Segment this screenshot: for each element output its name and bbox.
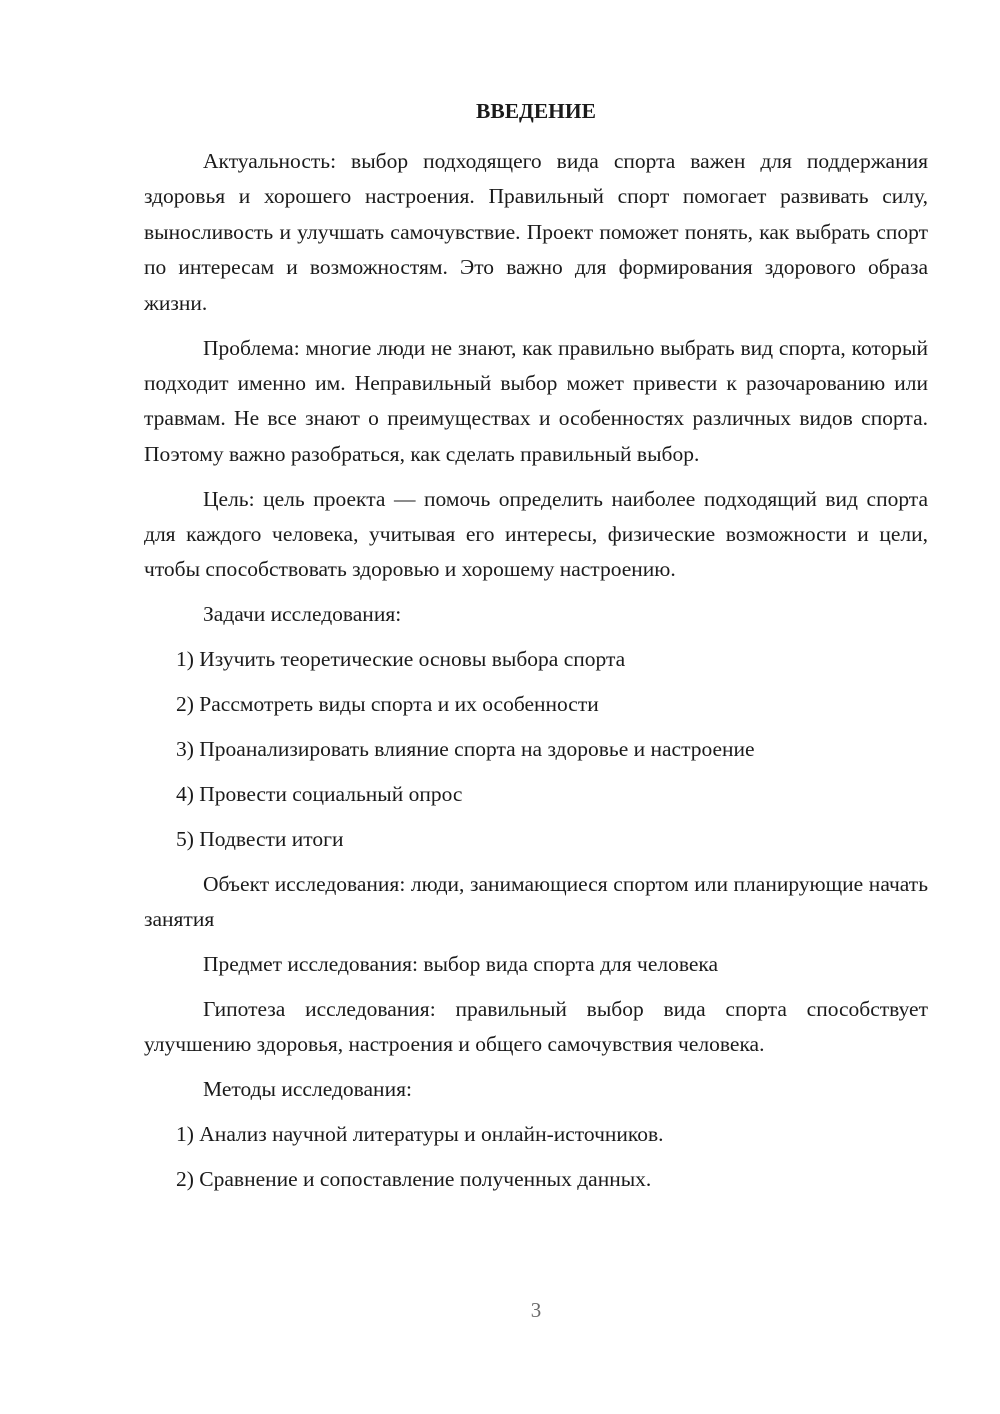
document-page (144, 98, 928, 1207)
methods-heading: Методы исследования: (203, 1077, 412, 1102)
method-item: 1) Анализ научной литературы и онлайн-источников. (176, 1122, 664, 1147)
method-item: 2) Сравнение и сопоставление полученных данных. (176, 1167, 652, 1192)
task-item: 2) Рассмотреть виды спорта и их особенности (176, 692, 599, 717)
task-item: 1) Изучить теоретические основы выбора спорта (176, 647, 626, 672)
subject-paragraph: Предмет исследования: выбор вида спорта для человека (203, 952, 719, 977)
object-paragraph: Объект исследования: люди, занимающиеся спортом или планирующие начать занятия (144, 871, 928, 932)
task-item: 4) Провести социальный опрос (176, 782, 463, 806)
problem-paragraph: Проблема: многие люди не знают, как правильно выбрать вид спорта, который подходит именно им. Неправильный выбор может привести к разочарованию или травмам. Не все знают о преимуществах и особенностях различных видов спорта. Поэтому важно разобраться, как сделать правильный выбор. (144, 335, 928, 466)
hypothesis-paragraph: Гипотеза исследования: правильный выбор вида спорта способствует улучшению здоровья, настроения и общего самочувствия человека. (144, 997, 928, 1057)
tasks-heading: Задачи исследования: (203, 602, 402, 627)
task-item: 5) Подвести итоги (176, 826, 344, 851)
relevance-paragraph: Актуальность: выбор подходящего вида спорта важен для поддержания здоровья и хорошего настроения. Правильный спорт помогает развивать силу, выносливость и улучшать самочувствие. Проект поможет понять, как выбрать спорт по интересам и возможностям. Это важно для формирования здорового образа жизни. (144, 149, 928, 315)
page-title: ВВЕДЕНИЕ (476, 99, 596, 123)
page-number: 3 (530, 1298, 542, 1322)
goal-paragraph: Цель: цель проекта — помочь определить наиболее подходящий вид спорта для каждого человека, учитывая его интересы, физические возможности и цели, чтобы способствовать здоровью и хорошему настроению. (144, 486, 928, 582)
task-item: 3) Проанализировать влияние спорта на здоровье и настроение (176, 737, 755, 762)
